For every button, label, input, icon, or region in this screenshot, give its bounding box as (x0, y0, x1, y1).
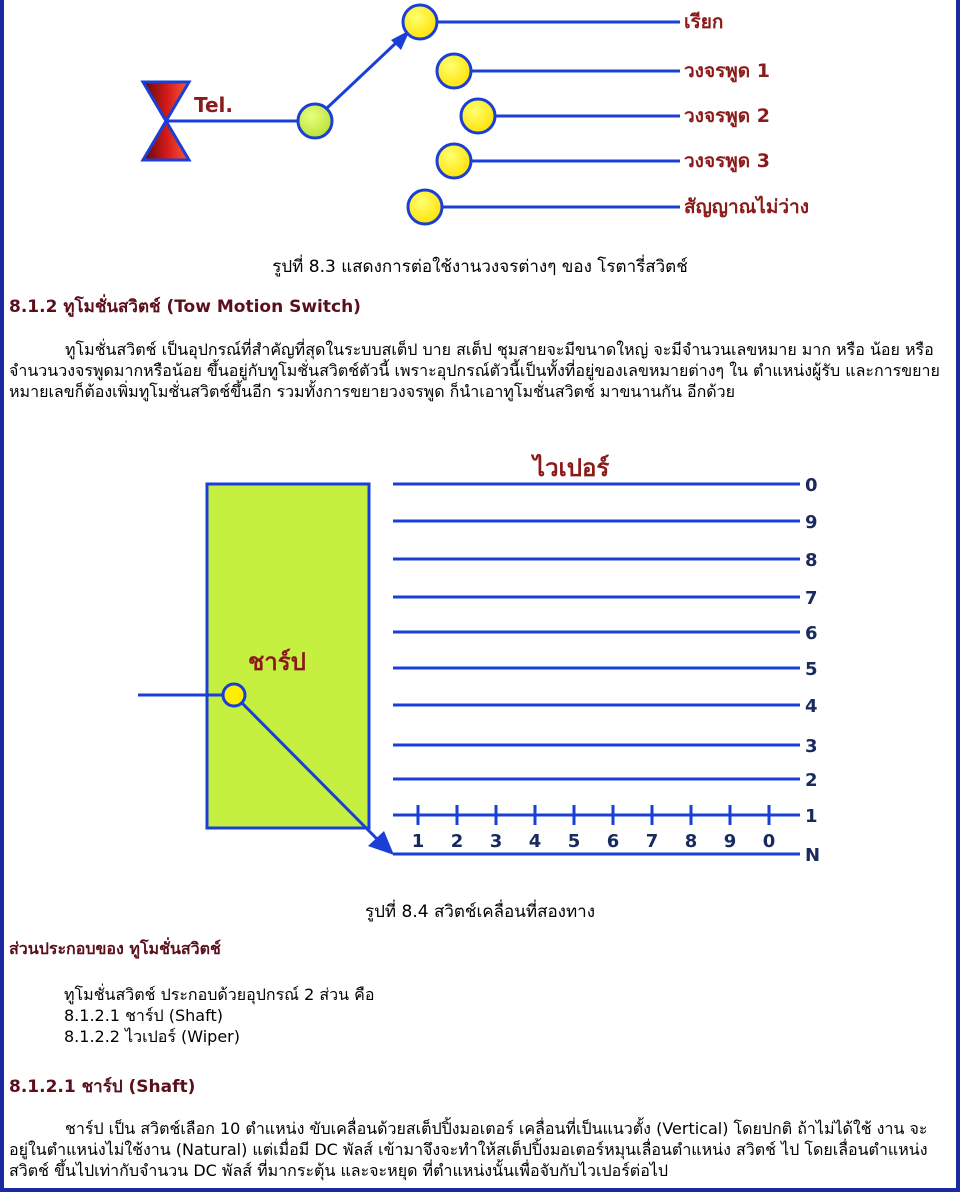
contact-tick-label: 1 (411, 831, 425, 852)
figure-8-3-caption: รูปที่ 8.3 แสดงการต่อใช้งานวงจรต่างๆ ของ โรตารี่สวิตช์ (272, 257, 688, 277)
section-8-1-2-heading: 8.1.2 ทูโมชั่นสวิตช์ (Tow Motion Switch) (9, 297, 361, 317)
shaft-label: ชาร์ป (248, 648, 306, 676)
bank-level-label: 1 (805, 806, 818, 827)
section-8-1-2-paragraph (9, 339, 944, 402)
section-8-1-2-text: ทูโมชั่นสวิตช์ เป็นอุปกรณ์ที่สำคัญที่สุดในระบบสเต็ป บาย สเต็ป ชุมสายจะมีขนาดใหญ่ จะมีจำนวนเลขหมาย มาก หรือ น้อย หรือจำนวนวงจรพูดมากหรือน้อย ขึ้นอยู่กับทูโมชั่นสวิตช์ตัวนี้ เพราะอุปกรณ์ตัวนี้เป็นทั้งที่อยู่ของเลขหมายต่างๆ ใน ตำแหน่งผู้รับ และการขยายหมายเลขก็ต้องเพิ่มทูโมชั่นสวิตช์ขึ้นอีก รวมทั้งการขยายวงจรพูด ก็นำเอาทูโมชั่นสวิตช์ มาขนานกัน อีกด้วย (9, 340, 940, 401)
components-heading: ส่วนประกอบของ ทูโมชั่นสวิตช์ (9, 939, 221, 958)
contact-tick-label: 6 (606, 831, 620, 852)
section-8-1-2-1-heading: 8.1.2.1 ชาร์ป (Shaft) (9, 1077, 196, 1097)
contact-tick-label: 0 (762, 831, 776, 852)
output-contact-1 (403, 5, 680, 39)
bank-level-label: 5 (805, 659, 818, 680)
contact-tick-label: 5 (567, 831, 581, 852)
contact-tick-label: 8 (684, 831, 698, 852)
bank-level-label: 0 (805, 475, 818, 496)
contact-tick-label: 4 (528, 831, 542, 852)
output-contact-2 (437, 54, 680, 88)
section-8-1-2-1-paragraph (9, 1118, 944, 1181)
rotary-switch-diagram (0, 0, 960, 250)
components-item-1: 8.1.2.1 ชาร์ป (Shaft) (64, 1006, 223, 1025)
wiper-label: ไวเปอร์ (533, 454, 610, 482)
figure-8-4-caption: รูปที่ 8.4 สวิตช์เคลื่อนที่สองทาง (364, 902, 596, 922)
telephone-label: Tel. (194, 93, 234, 117)
output-label-1: เรียก (684, 11, 724, 33)
bank-level-label: 9 (805, 512, 818, 533)
output-contact-5 (408, 190, 680, 224)
bank-level-label: 6 (805, 623, 818, 644)
components-list (64, 984, 374, 1047)
components-intro: ทูโมชั่นสวิตช์ ประกอบด้วยอุปกรณ์ 2 ส่วน คือ (64, 985, 375, 1004)
two-motion-switch-diagram (0, 450, 960, 870)
output-label-3: วงจรพูด 2 (684, 105, 770, 127)
contact-tick-label: 3 (489, 831, 503, 852)
output-label-2: วงจรพูด 1 (684, 60, 770, 82)
contact-tick-label: 2 (450, 831, 464, 852)
bank-level-label: 7 (805, 588, 818, 609)
contact-tick-label: 7 (645, 831, 659, 852)
wiper-arrow (327, 42, 397, 108)
bank-level-label: 4 (805, 696, 818, 717)
bank-level-label: N (805, 845, 821, 866)
output-label-4: วงจรพูด 3 (684, 150, 770, 172)
output-contact-4 (437, 144, 680, 178)
bank-level-label: 3 (805, 736, 818, 757)
bank-level-label: 2 (805, 770, 818, 791)
components-item-2: 8.1.2.2 ไวเปอร์ (Wiper) (64, 1027, 240, 1046)
output-label-5: สัญญาณไม่ว่าง (684, 196, 809, 218)
contact-tick-label: 9 (723, 831, 737, 852)
shaft-pivot-node (223, 684, 245, 706)
section-8-1-2-1-text: ชาร์ป เป็น สวิตช์เลือก 10 ตำแหน่ง ขับเคลื่อนด้วยสเต็ปปิ้งมอเตอร์ เคลื่อนที่เป็นแนวตั้ง (Vertical) โดยปกติ ถ้าไม่ได้ใช้ งาน จะอยู่ในตำแหน่งไม่ใช้งาน (Natural) แต่เมื่อมี DC พัลส์ เข้ามาจึงจะทำให้สเต็ปปิ้งมอเตอร์หมุนเลื่อนตำแหน่ง สวิตช์ ไป โดยเลื่อนตำแหน่ง สวิตช์ ขึ้นไปเท่ากับจำนวน DC พัลส์ ที่มากระตุ้น และจะหยุด ที่ตำแหน่งนั้นเพื่อจับกับไวเปอร์ต่อไป (9, 1119, 928, 1180)
wiper-node (298, 104, 332, 138)
bank-level-label: 8 (805, 550, 818, 571)
output-contact-3 (461, 99, 680, 133)
